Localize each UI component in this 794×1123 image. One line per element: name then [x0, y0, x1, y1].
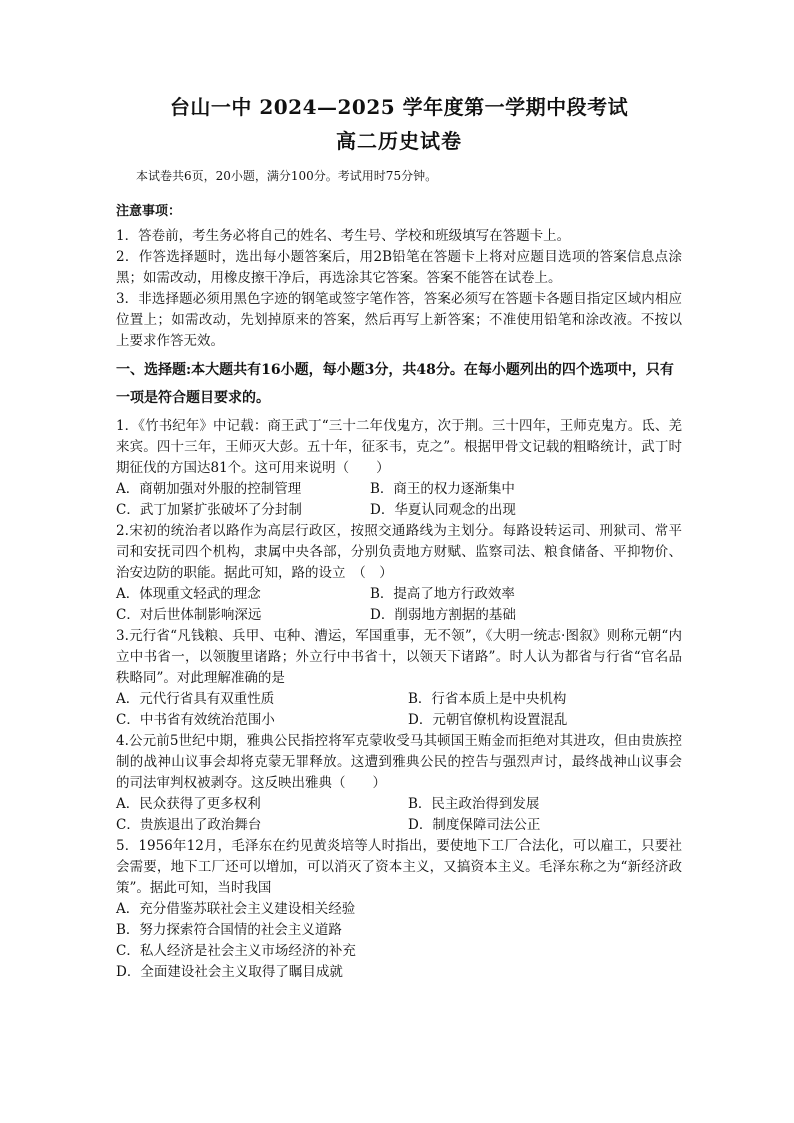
option-b: B．提高了地方行政效率 [370, 586, 515, 602]
question-stem: 4.公元前5世纪中期，雅典公民指控将军克蒙收受马其顿国王贿金而拒绝对其进攻，但由贵族控制的战神山议事会却将克蒙无罪释放。这遭到雅典公民的控告与强烈声讨，最终战神山议事会的司法审判权被剥夺。这反映出雅典（ ） [116, 733, 682, 791]
question-stem: 2.宋初的统治者以路作为高层行政区，按照交通路线为主划分。每路设转运司、刑狱司、常平司和安抚司四个机构，隶属中央各部，分别负责地方财赋、监察司法、粮食储备、平抑物价、治安边防的职能。据此可知，路的设立 （ ） [116, 523, 682, 581]
question-stem: 5．1956年12月，毛泽东在约见黄炎培等人时指出，要使地下工厂合法化，可以雇工，只要社会需要，地下工厂还可以增加，可以消灭了资本主义，又搞资本主义。毛泽东称之为“新经济政策”。据此可知，当时我国 [116, 838, 682, 896]
option-b: B．商王的权力逐渐集中 [370, 481, 515, 497]
note-item-3: 3．非选择题必须用黑色字迹的钢笔或签字笔作答，答案必须写在答题卡各题目指定区域内相应位置上；如需改动，先划掉原来的答案，然后再写上新答案；不准使用铅笔和涂改液。不按以上要求作答无效。 [116, 291, 682, 349]
option-d: D．全面建设社会主义取得了瞩目成就 [116, 964, 343, 980]
question-3 [116, 626, 682, 731]
option-d: D．华夏认同观念的出现 [370, 502, 516, 518]
option-c: C．贵族退出了政治舞台 [116, 817, 262, 833]
question-options [116, 479, 682, 521]
option-b: B．行省本质上是中央机构 [408, 691, 567, 707]
option-c: C．中书省有效统治范围小 [116, 712, 275, 728]
question-stem: 3.元行省“凡钱粮、兵甲、屯种、漕运，军国重事，无不领”，《大明一统志·图叙》则称元朝“内立中书省一，以领腹里诸路；外立行中书省十，以领天下诸路”。时人认为都省与行省“官名品秩略同”。对此理解准确的是 [116, 628, 682, 686]
exam-subtitle: 高二历史试卷 [336, 129, 462, 153]
notes-heading: 注意事项： [116, 204, 182, 219]
option-b: B．努力探索符合国情的社会主义道路 [116, 922, 342, 938]
option-d: D．元朝官僚机构设置混乱 [408, 712, 568, 728]
question-1 [116, 416, 682, 521]
option-b: B．民主政治得到发展 [408, 796, 540, 812]
question-options [116, 899, 682, 983]
exam-title: 台山一中 2024—2025 学年度第一学期中段考试 [169, 95, 629, 119]
option-c: C．对后世体制影响深远 [116, 607, 262, 623]
question-stem: 1．《竹书纪年》中记载：商王武丁“三十二年伐鬼方，次于荆。三十四年，王师克鬼方。氐、羌来宾。四十三年，王师灭大彭。五十年，征豕韦，克之”。根据甲骨文记载的粗略统计，武丁时期征伐的方国达81个。这可用来说明（ ） [116, 418, 682, 476]
exam-intro: 本试卷共6页，20小题，满分100分。考试用时75分钟。 [136, 169, 438, 183]
option-a: A．充分借鉴苏联社会主义建设相关经验 [116, 901, 356, 917]
option-a: A．元代行省具有双重性质 [116, 691, 275, 707]
option-d: D．制度保障司法公正 [408, 817, 541, 833]
question-2 [116, 521, 682, 626]
question-options [116, 689, 682, 731]
option-a: A．体现重文轻武的理念 [116, 586, 261, 602]
question-options [116, 794, 682, 836]
question-5 [116, 836, 682, 983]
option-d: D．削弱地方割据的基础 [370, 607, 516, 623]
section-heading: 一、选择题:本大题共有16小题，每小题3分，共48分。在每小题列出的四个选项中，只有一项是符合题目要求的。 [116, 362, 674, 406]
option-a: A．民众获得了更多权利 [116, 796, 261, 812]
question-options [116, 584, 682, 626]
option-c: C．私人经济是社会主义市场经济的补充 [116, 943, 356, 959]
question-4 [116, 731, 682, 836]
note-item-1: 1．答卷前，考生务必将自己的姓名、考生号、学校和班级填写在答题卡上。 [116, 228, 571, 244]
option-c: C．武丁加紧扩张破坏了分封制 [116, 502, 302, 518]
note-item-2: 2．作答选择题时，选出每小题答案后，用2B铅笔在答题卡上将对应题目选项的答案信息点涂黑；如需改动，用橡皮擦干净后，再选涂其它答案。答案不能答在试卷上。 [116, 249, 682, 286]
option-a: A．商朝加强对外服的控制管理 [116, 481, 302, 497]
